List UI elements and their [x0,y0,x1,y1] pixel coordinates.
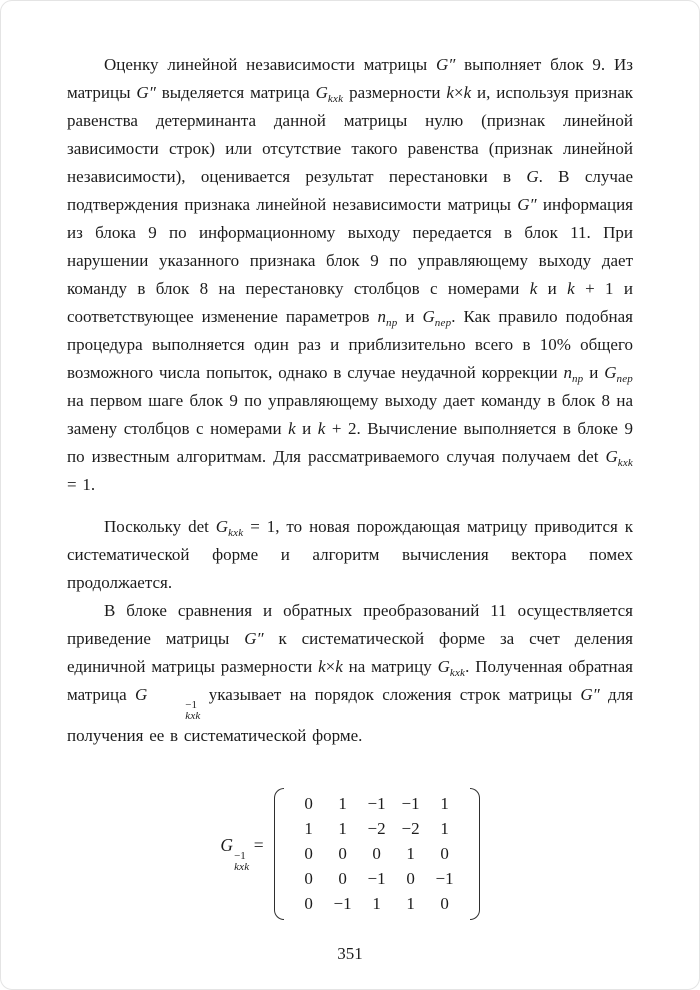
math-variable: G″ [517,195,537,214]
matrix-cell: 0 [304,844,313,863]
math-variable: n [563,363,572,382]
left-paren [274,788,284,920]
matrix-cell: 1 [338,794,347,813]
matrix-cell: 1 [440,794,449,813]
matrix-cell: 0 [304,869,313,888]
math-variable: G″ [580,685,600,704]
matrix-cell: −1 [401,794,420,813]
math-variable: k [446,83,454,102]
matrix-cell: 0 [440,894,449,913]
inverse-matrix [274,788,480,920]
math-subscript: пер [434,317,452,329]
math-variable: G [315,83,328,102]
matrix-cell: 1 [372,894,381,913]
matrix-cell: −1 [435,869,454,888]
math-subscript: kxk [185,710,201,722]
math-superscript: −1 [234,850,246,862]
math-subscript: пер [616,373,633,385]
matrix-cell: 0 [440,844,449,863]
matrix-cell: −2 [401,819,420,838]
matrix-cell: 1 [440,819,449,838]
matrix-cell: 0 [304,794,313,813]
math-subscript: kxk [234,861,250,873]
matrix-cell: −1 [333,894,352,913]
math-variable: k [463,83,472,102]
math-variable: k [529,279,538,298]
matrix-cell: −1 [367,869,386,888]
math-variable: G [437,657,450,676]
matrix-cell: 0 [406,869,415,888]
math-subscript: kxk [617,457,633,469]
math-variable: G [220,835,234,855]
math-sub-sup-stack [148,700,200,722]
matrix-cell: 1 [406,894,415,913]
paragraph-systematic-form: Поскольку $\det G_{kxk} = 1$, то новая порождающая матрицу приводится к систематической форме и алгоритм вычисления вектора помех продолжается. [67,517,633,592]
matrix-cell: 0 [304,894,313,913]
paragraph-linear-independence: Оценку линейной независимости матрицы G″ выполняет блок 9. Из матрицы G″ выделяется матрица $G_{kxk}$ размерности k×k и, используя признак равенства детерминанта данной матрицы нулю (признак линейной зависимости строк) или отсутствие такого равенства (признак линейной независимости), оценивается результат перестановки в G. В случае подтверждения признака линейной независимости матрицы G″ информация из блока 9 по информационному выходу передается в блок 11. При нарушении указанного признака блок 9 по управляющему выходу дает команду в блок 8 на перестановку столбцов с номерами k и k + 1 и соответствующее изменение параметров $n_{пр}$ и $G_{пер}$. Как правило подобная процедура выполняется один раз и приблизительно всего в 10% общего возможного числа попыток, однако в случае неудачной коррекции $n_{пр}$ и $G_{пер}$ на первом шаге блок 9 по управляющему выходу дает команду в блок 8 на замену столбцов с номерами k и k + 2. Вычисление выполняется в блоке 9 по известным алгоритмам. Для рассматриваемого случая получаем $\det G_{kxk} = 1$. [67,55,634,494]
math-variable: k [335,657,343,676]
matrix-cell: 0 [338,844,347,863]
math-subscript: kxk [449,667,466,679]
math-variable: k [317,419,326,438]
math-sub-sup-stack [234,851,249,873]
math-variable: k [318,657,326,676]
math-subscript: kxk [327,93,344,105]
math-variable: G″ [244,629,264,648]
matrix-cell: 0 [372,844,381,863]
paragraph-block-11: В блоке сравнения и обратных преобразований 11 осуществляется приведение матрицы G″ к систематической форме за счет деления единичной матрицы размерности k×k на матрицу $G_{kxk}$. Полученная обратная матрица G −1 kxk указывает на порядок сложения строк матрицы G″ для получения ее в систематической форме. [67,601,634,745]
matrix-cell: 0 [338,869,347,888]
matrix-cell: −2 [367,819,386,838]
matrix-cell: 1 [406,844,415,863]
math-variable: G [134,685,148,704]
math-subscript: пр [386,317,398,329]
math-variable: k [567,279,575,298]
math-subscript: kxk [228,527,244,539]
matrix-cell: −1 [367,794,386,813]
matrix-equation-label: G −1 kxk = [220,835,264,873]
math-superscript: −1 [185,699,197,711]
page-number: 351 [337,944,363,963]
matrix-equation [67,788,633,920]
matrix-grid [286,788,468,920]
math-variable: G [526,167,539,186]
math-variable: G [422,307,435,326]
math-variable: G″ [435,55,456,74]
math-subscript: пр [571,373,584,385]
math-variable: G [604,363,617,382]
math-variable: G [605,447,618,466]
math-variable: k [288,419,296,438]
matrix-cell: 1 [304,819,313,838]
right-paren [470,788,480,920]
math-variable: n [377,307,387,326]
matrix-cell: 1 [338,819,347,838]
math-variable: G″ [136,83,156,102]
math-variable: G [215,517,229,536]
